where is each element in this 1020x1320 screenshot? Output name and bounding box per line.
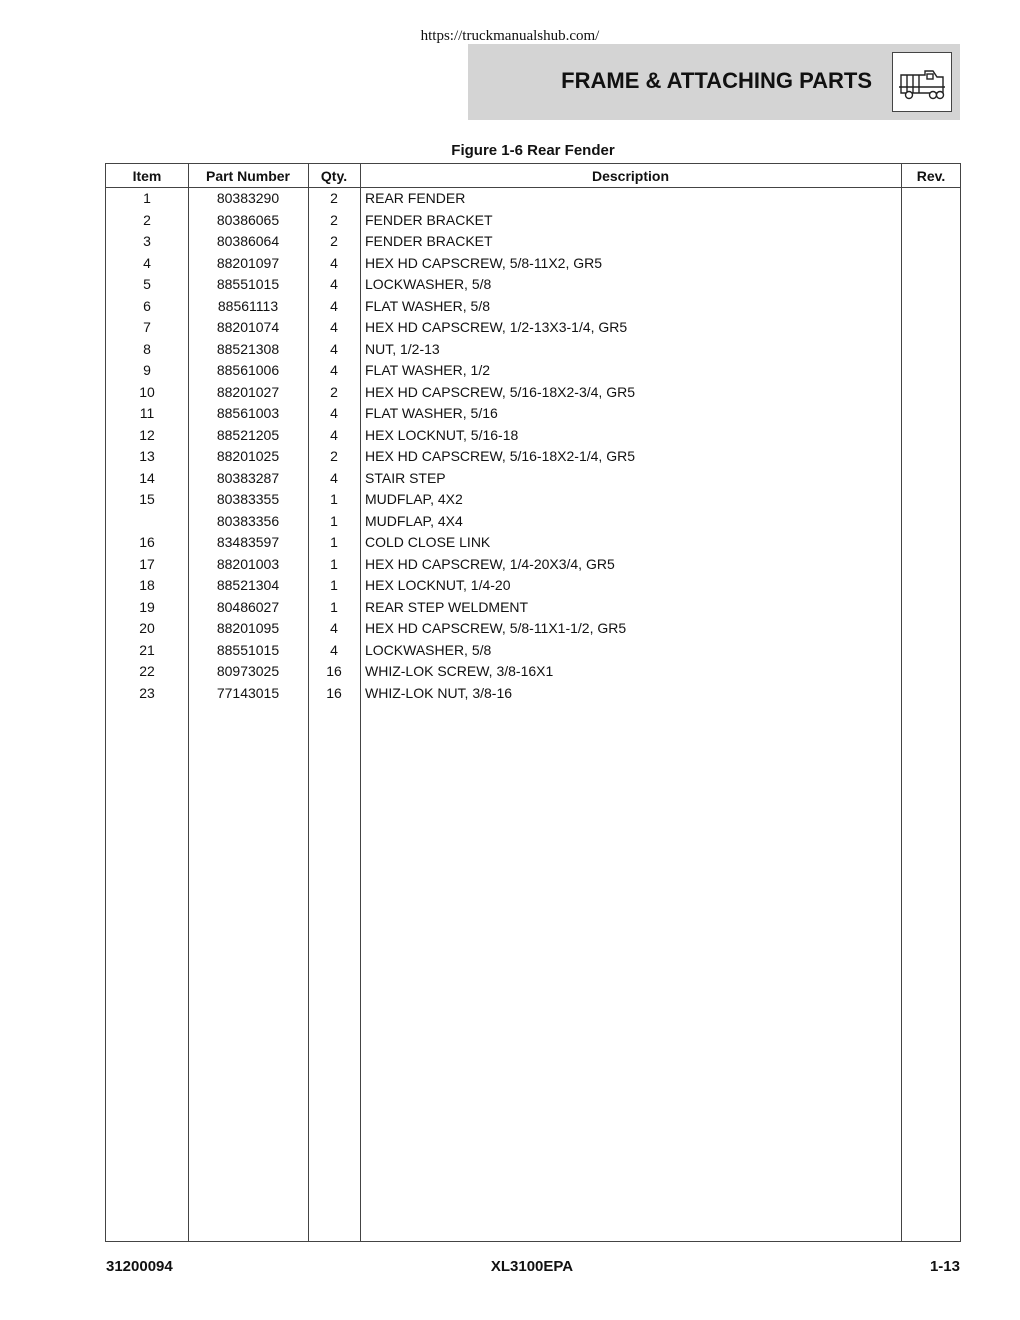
row-description: HEX LOCKNUT, 1/4-20 — [365, 577, 511, 593]
row-qty: 16 — [326, 663, 342, 679]
row-qty: 4 — [330, 620, 338, 636]
table-row — [106, 381, 960, 403]
table-row — [106, 402, 960, 424]
table-body — [106, 187, 960, 703]
row-item: 3 — [143, 233, 151, 249]
row-description: FENDER BRACKET — [365, 211, 493, 228]
row-item: 7 — [143, 319, 151, 335]
row-qty: 2 — [330, 211, 338, 228]
row-item: 9 — [143, 362, 151, 378]
row-item: 18 — [139, 577, 155, 593]
table-row — [106, 338, 960, 360]
table-row — [106, 596, 960, 618]
row-description: HEX HD CAPSCREW, 1/4-20X3/4, GR5 — [365, 555, 615, 572]
row-item: 16 — [139, 534, 155, 550]
row-qty: 1 — [330, 512, 338, 529]
row-description: FLAT WASHER, 1/2 — [365, 362, 490, 378]
table-row — [106, 660, 960, 682]
row-item: 1 — [143, 190, 151, 206]
row-item: 12 — [139, 426, 155, 443]
row-part-number: 80383356 — [216, 512, 280, 529]
row-part-number: 80973025 — [216, 663, 280, 679]
row-qty: 4 — [330, 276, 338, 292]
row-item: 10 — [139, 383, 155, 400]
row-qty: 2 — [330, 233, 338, 249]
row-part-number: 80383287 — [216, 469, 280, 486]
row-item: 15 — [139, 491, 155, 507]
row-qty: 1 — [330, 491, 338, 507]
row-part-number: 88201095 — [216, 620, 280, 636]
row-description: MUDFLAP, 4X2 — [365, 491, 463, 507]
row-qty: 1 — [330, 577, 338, 593]
row-description: STAIR STEP — [365, 469, 446, 486]
row-qty: 2 — [330, 383, 338, 400]
page-number: 1-13 — [929, 1258, 960, 1275]
row-item: 21 — [139, 641, 155, 658]
table-row — [106, 316, 960, 338]
row-part-number: 88551015 — [216, 641, 280, 658]
truck-icon — [892, 52, 952, 112]
parts-table — [105, 163, 961, 1242]
row-description: HEX HD CAPSCREW, 1/2-13X3-1/4, GR5 — [365, 319, 628, 335]
row-part-number: 88551015 — [216, 276, 280, 292]
row-description: WHIZ-LOK NUT, 3/8-16 — [365, 684, 513, 701]
row-description: FENDER BRACKET — [365, 233, 493, 249]
figure-title: Figure 1-6 Rear Fender — [451, 142, 615, 159]
column-header-description: Description — [591, 168, 669, 184]
model-name: XL3100EPA — [490, 1258, 574, 1275]
row-part-number: 88561003 — [216, 405, 280, 421]
row-description: HEX HD CAPSCREW, 5/8-11X1-1/2, GR5 — [365, 620, 627, 636]
row-qty: 4 — [330, 254, 338, 271]
table-row — [106, 187, 960, 209]
table-row — [106, 467, 960, 489]
row-qty: 4 — [330, 340, 338, 357]
row-description: HEX HD CAPSCREW, 5/16-18X2-1/4, GR5 — [365, 448, 635, 464]
table-row — [106, 273, 960, 295]
row-qty: 1 — [330, 555, 338, 572]
row-description: FLAT WASHER, 5/16 — [365, 405, 498, 421]
row-qty: 16 — [326, 684, 342, 701]
table-row — [106, 531, 960, 553]
table-row — [106, 295, 960, 317]
table-row — [106, 639, 960, 661]
row-qty: 1 — [330, 598, 338, 615]
table-row — [106, 445, 960, 467]
table-row — [106, 488, 960, 510]
row-item: 14 — [139, 469, 155, 486]
row-part-number: 80386064 — [216, 233, 280, 249]
row-description: WHIZ-LOK SCREW, 3/8-16X1 — [365, 663, 554, 679]
table-row — [106, 424, 960, 446]
row-item: 8 — [143, 340, 151, 357]
row-item: 6 — [143, 297, 151, 314]
row-part-number: 88561113 — [217, 297, 279, 314]
source-url[interactable]: https://truckmanualshub.com/ — [420, 28, 600, 44]
document-number: 31200094 — [106, 1258, 173, 1275]
row-description: LOCKWASHER, 5/8 — [365, 276, 492, 292]
row-item: 2 — [143, 211, 151, 228]
row-part-number: 88561006 — [216, 362, 280, 378]
row-part-number: 88201097 — [216, 254, 280, 271]
row-part-number: 77143015 — [216, 684, 280, 701]
row-part-number: 88201074 — [216, 319, 280, 335]
table-row — [106, 682, 960, 704]
row-item: 23 — [139, 684, 155, 701]
column-header-part-number: Part Number — [205, 168, 291, 184]
row-description: FLAT WASHER, 5/8 — [365, 297, 490, 314]
row-part-number: 80386065 — [216, 211, 280, 228]
row-qty: 4 — [330, 405, 338, 421]
table-row — [106, 359, 960, 381]
row-part-number: 88201027 — [216, 383, 280, 400]
section-title: FRAME & ATTACHING PARTS — [561, 68, 872, 93]
table-row — [106, 553, 960, 575]
table-row — [106, 510, 960, 532]
row-part-number: 88521304 — [216, 577, 280, 593]
row-part-number: 83483597 — [216, 534, 280, 550]
row-qty: 4 — [330, 641, 338, 658]
row-description: LOCKWASHER, 5/8 — [365, 641, 492, 658]
row-qty: 1 — [330, 534, 338, 550]
table-row — [106, 574, 960, 596]
section-header — [468, 44, 960, 120]
column-header-rev: Rev. — [916, 168, 946, 184]
row-qty: 2 — [330, 448, 338, 464]
table-row — [106, 230, 960, 252]
column-header-qty: Qty. — [320, 168, 348, 184]
row-item: 22 — [139, 663, 155, 679]
table-row — [106, 617, 960, 639]
row-qty: 4 — [330, 319, 338, 335]
row-item: 4 — [143, 254, 151, 271]
row-qty: 4 — [330, 426, 338, 443]
row-part-number: 80486027 — [216, 598, 280, 615]
row-description: HEX LOCKNUT, 5/16-18 — [365, 426, 519, 443]
table-row — [106, 252, 960, 274]
row-description: REAR STEP WELDMENT — [365, 598, 529, 615]
row-qty: 4 — [330, 362, 338, 378]
row-item: 20 — [139, 620, 155, 636]
row-part-number: 88521205 — [216, 426, 280, 443]
row-description: COLD CLOSE LINK — [365, 534, 491, 550]
row-description: MUDFLAP, 4X4 — [365, 512, 463, 529]
row-description: NUT, 1/2-13 — [365, 340, 440, 357]
row-description: HEX HD CAPSCREW, 5/8-11X2, GR5 — [365, 254, 603, 271]
row-item: 19 — [139, 598, 155, 615]
row-qty: 4 — [330, 469, 338, 486]
row-part-number: 80383355 — [216, 491, 280, 507]
row-item: 5 — [143, 276, 151, 292]
column-header-item: Item — [132, 168, 162, 184]
row-part-number: 88201003 — [216, 555, 280, 572]
row-qty: 4 — [330, 297, 338, 314]
row-part-number: 80383290 — [216, 190, 280, 206]
row-item: 11 — [139, 405, 155, 421]
table-row — [106, 209, 960, 231]
row-item: 17 — [139, 555, 155, 572]
row-description: HEX HD CAPSCREW, 5/16-18X2-3/4, GR5 — [365, 383, 635, 400]
row-description: REAR FENDER — [365, 190, 466, 206]
row-part-number: 88521308 — [216, 340, 280, 357]
row-item: 13 — [139, 448, 155, 464]
row-part-number: 88201025 — [216, 448, 280, 464]
row-qty: 2 — [330, 190, 338, 206]
